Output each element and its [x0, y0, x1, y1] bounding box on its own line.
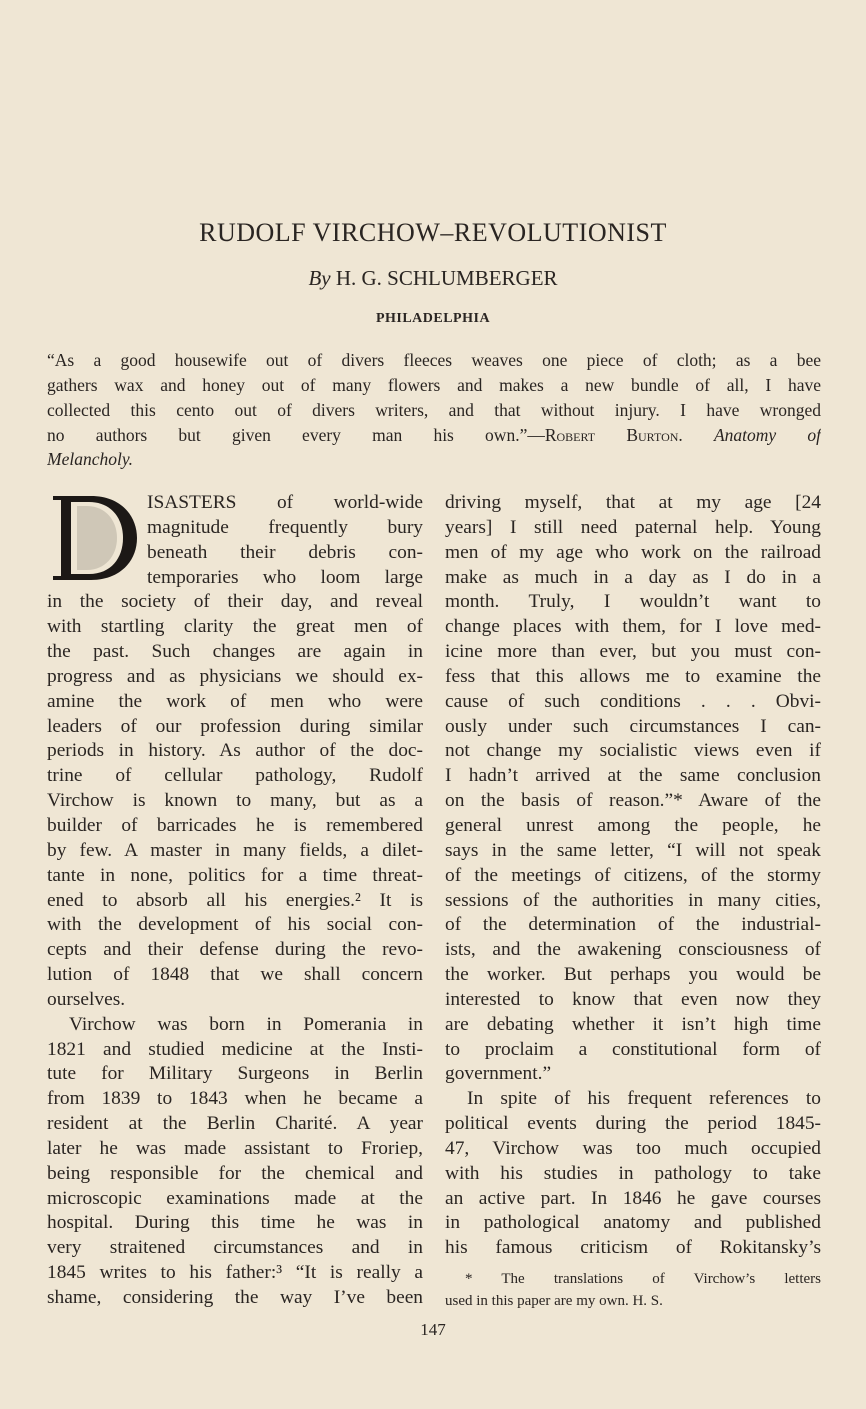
text-line: government.” — [445, 1063, 552, 1085]
text-line: 1845 writes to his father:³ “It is really a — [47, 1262, 423, 1284]
epigraph — [47, 349, 821, 473]
text-line: are debating whether it isn’t high time — [445, 1013, 821, 1035]
text-line: cause of such conditions . . . Obvi- — [445, 690, 821, 712]
epigraph-line: collected this cento out of divers writers, and that without injury. I have wronged — [47, 399, 821, 420]
epigraph-book: Anatomy of — [713, 424, 821, 445]
footnote-line: * The translations of Virchow’s letters — [465, 1271, 821, 1287]
left-column — [47, 491, 423, 1311]
text-line: his famous criticism of Rokitansky’s — [445, 1237, 821, 1259]
epigraph-text: no authors but given every man his own.”— — [47, 424, 545, 445]
text-line: the worker. But perhaps you would be — [445, 964, 821, 986]
text-line: I hadn’t arrived at the same conclusion — [445, 765, 821, 787]
text-line: tute for Military Surgeons in Berlin — [47, 1063, 423, 1085]
text-line: sessions of the authorities in many cities, — [445, 889, 821, 911]
text-line: icine more than ever, but you must con- — [445, 641, 821, 663]
epigraph-book-cont: Melancholy. — [47, 449, 134, 470]
text-line: tante in none, politics for a time threat- — [47, 864, 423, 886]
text-line: periods in history. As author of the doc- — [47, 740, 423, 762]
text-line: resident at the Berlin Charité. A year — [47, 1113, 423, 1135]
text-line: in the society of their day, and reveal — [47, 591, 423, 613]
text-line: 47, Virchow was too much occupied — [445, 1137, 821, 1159]
text-line: ously under such circumstances I can- — [445, 715, 821, 737]
text-line: with startling clarity the great men of — [47, 616, 423, 638]
epigraph-line — [47, 424, 821, 449]
text-line: general unrest among the people, he — [445, 814, 821, 836]
text-line: hospital. During this time he was in — [47, 1212, 423, 1234]
text-line: interested to know that even now they — [445, 988, 821, 1010]
text-line: not change my socialistic views even if — [445, 740, 821, 762]
text-line: leaders of our profession during similar — [47, 715, 423, 737]
text-line: being responsible for the chemical and — [47, 1162, 423, 1184]
text-line: ists, and the awakening consciousness of — [445, 939, 821, 961]
text-line: make as much in a day as I do in a — [445, 566, 821, 588]
text-line: in pathological anatomy and published — [445, 1212, 821, 1234]
text-line: fess that this allows me to examine the — [445, 665, 821, 687]
byline — [0, 266, 866, 291]
text-line: of the meetings of citizens, of the stormy — [445, 864, 821, 886]
text-line: driving myself, that at my age [24 — [445, 492, 821, 513]
text-line: lution of 1848 that we shall concern — [47, 964, 423, 986]
right-column — [445, 491, 821, 1261]
text-line: Virchow is known to many, but as a — [47, 790, 423, 812]
text-line: change places with them, for I love med- — [445, 616, 821, 638]
text-line: later he was made assistant to Froriep, — [47, 1137, 423, 1159]
text-line: says in the same letter, “I will not speak — [445, 839, 821, 861]
page-number: 147 — [420, 1320, 446, 1339]
text-line: month. Truly, I wouldn’t want to — [445, 591, 821, 613]
text-line: years] I still need paternal help. Young — [445, 516, 821, 538]
text-line: with the development of his social con- — [47, 914, 423, 936]
text-line: the past. Such changes are again in — [47, 641, 423, 663]
text-line: magnitude frequently bury — [147, 516, 423, 538]
text-line: from 1839 to 1843 when he became a — [47, 1088, 423, 1110]
text-line: shame, considering the way I’ve been — [47, 1287, 423, 1308]
text-line: ISASTERS of world-wide — [147, 492, 423, 513]
text-line: Virchow was born in Pomerania in — [69, 1013, 423, 1035]
text-line: men of my age who work on the railroad — [445, 541, 821, 563]
text-line: by few. A master in many fields, a dilet- — [47, 839, 423, 861]
text-line: cepts and their defense during the revo- — [47, 939, 423, 961]
text-line: progress and as physicians we should ex- — [47, 665, 423, 687]
text-line: an active part. In 1846 he gave courses — [445, 1187, 821, 1209]
text-line: beneath their debris con- — [147, 541, 423, 563]
footnote — [445, 1268, 821, 1312]
byline-by: By — [308, 266, 331, 290]
text-line: microscopic examinations made at the — [47, 1187, 423, 1209]
text-line: trine of cellular pathology, Rudolf — [47, 765, 423, 787]
text-line: very straitened circumstances and in — [47, 1237, 423, 1259]
text-line: ourselves. — [47, 988, 126, 1010]
text-line: on the basis of reason.”* Aware of the — [445, 790, 821, 812]
byline-author: H. G. SCHLUMBERGER — [335, 266, 558, 290]
text-line: political events during the period 1845- — [445, 1113, 821, 1135]
text-line: amine the work of men who were — [47, 690, 423, 712]
author-location: PHILADELPHIA — [375, 311, 491, 326]
text-line: temporaries who loom large — [147, 566, 423, 588]
epigraph-line: gathers wax and honey out of many flowers and makes a new bundle of all, I have — [47, 374, 821, 395]
text-line: ened to absorb all his energies.² It is — [47, 889, 423, 911]
footnote-line: used in this paper are my own. H. S. — [445, 1293, 663, 1309]
text-line: with his studies in pathology to take — [445, 1162, 821, 1184]
text-line: of the determination of the industrial- — [445, 914, 821, 936]
text-line: to proclaim a constitutional form of — [445, 1038, 821, 1060]
text-line: builder of barricades he is remembered — [47, 814, 423, 836]
epigraph-author: Robert Burton. — [544, 424, 683, 445]
text-line: 1821 and studied medicine at the Insti- — [47, 1038, 423, 1060]
text-line: In spite of his frequent references to — [467, 1088, 821, 1110]
epigraph-line: “As a good housewife out of divers fleeces weaves one piece of cloth; as a bee — [47, 350, 821, 370]
article-title: RUDOLF VIRCHOW–REVOLUTIONIST — [199, 218, 667, 247]
